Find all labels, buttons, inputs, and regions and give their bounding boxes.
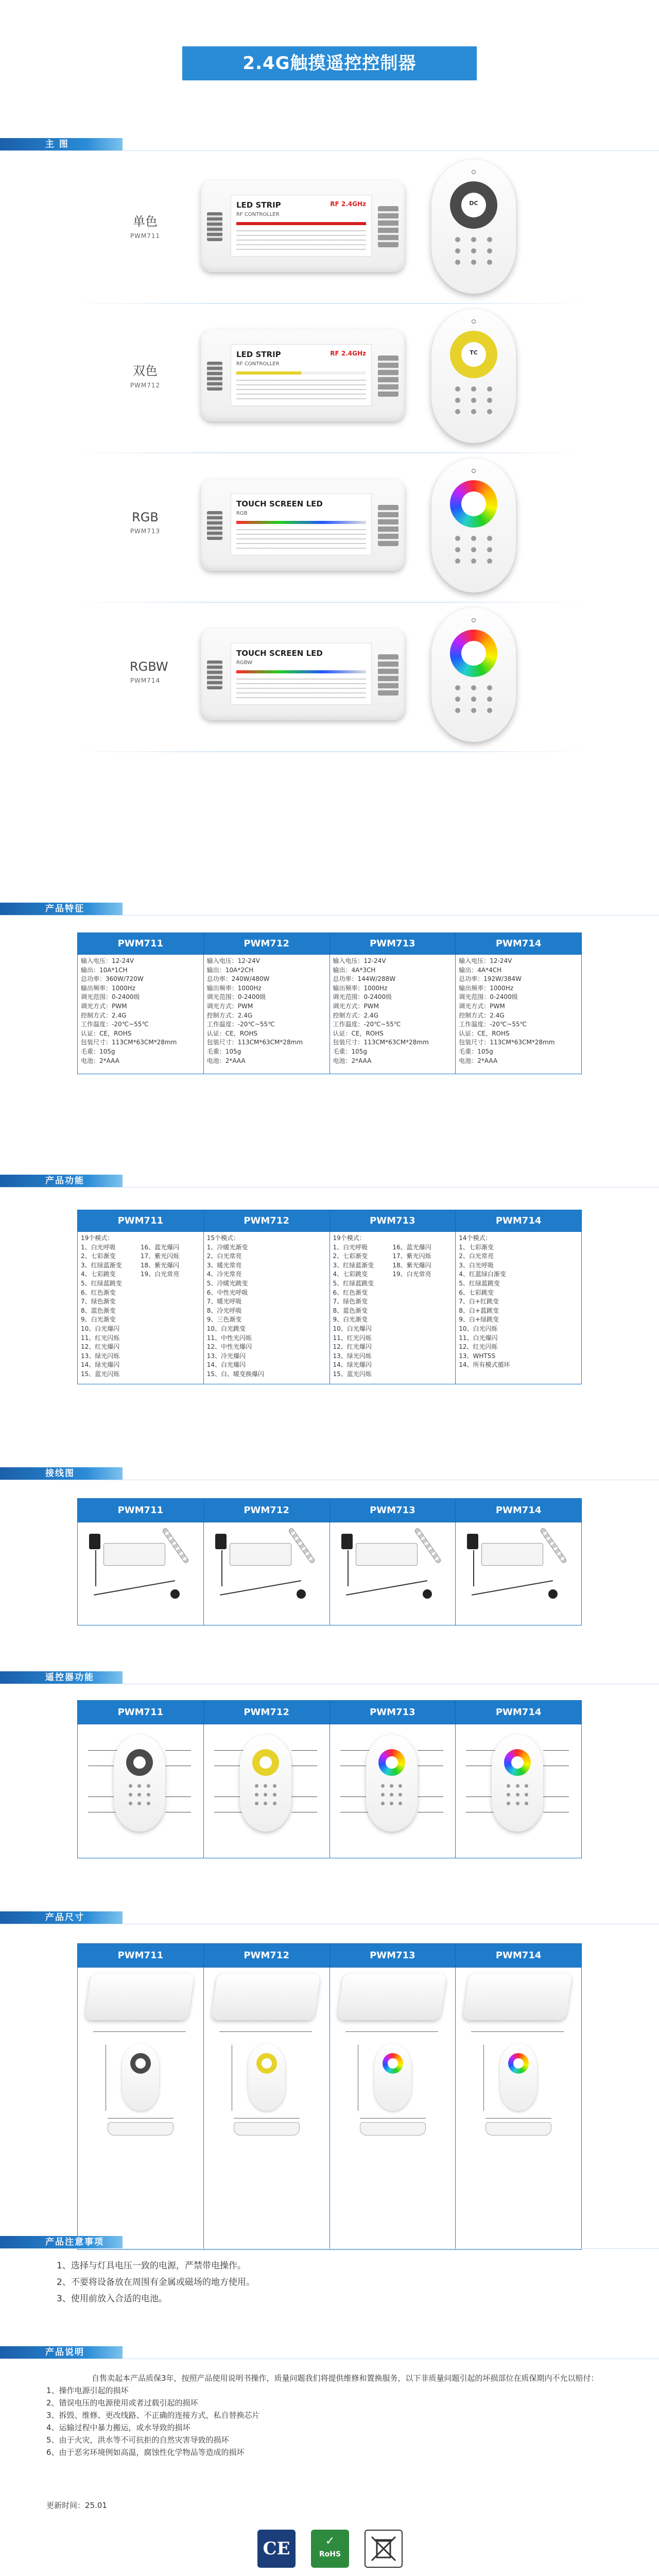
wire — [94, 1580, 175, 1596]
remote-button — [516, 1793, 519, 1797]
remote-button — [507, 1793, 510, 1797]
controller-brand: TOUCH SCREEN LED — [236, 499, 323, 509]
remote-button — [381, 1793, 385, 1797]
remote-button — [273, 1784, 276, 1788]
section-rule — [0, 150, 659, 151]
remote-outline — [374, 2044, 411, 2111]
remote-button — [487, 697, 492, 702]
remote-button — [516, 1784, 519, 1788]
remote-button — [455, 260, 460, 265]
product-row — [0, 155, 659, 304]
controller-label — [231, 494, 372, 555]
remote-outline — [500, 2044, 537, 2111]
wire-terminal — [207, 212, 222, 241]
controller-3d — [85, 1974, 195, 2020]
product-model: PWM712 — [130, 382, 161, 389]
led-strip — [540, 1527, 567, 1564]
controller-rf: RF 2.4GHz — [330, 350, 366, 357]
functions-mode-count: 14个模式： — [459, 1234, 492, 1242]
controller-rf: RF 2.4GHz — [330, 200, 366, 208]
touch-ring — [126, 1749, 153, 1776]
functions-header: PWM714 — [456, 1210, 582, 1232]
controller-3d — [211, 1974, 320, 2020]
note-item: 3、使用前放入合适的电池。 — [57, 2294, 167, 2304]
remote-side-view — [360, 2122, 426, 2136]
product-label — [130, 659, 168, 684]
controller-subtitle: RGB — [236, 511, 248, 516]
dimension-line — [360, 2118, 426, 2119]
description-item: 5、由于火灾，洪水等不可抗拒的自然灾害导致的损坏 — [46, 2435, 229, 2445]
functions-cell — [456, 1232, 582, 1384]
controller-image — [201, 629, 405, 720]
spec-lines — [236, 230, 366, 251]
remote-button — [264, 1784, 267, 1788]
functions-list — [518, 1243, 578, 1370]
functions-mode-count: 19个模式： — [333, 1234, 366, 1242]
remote-button — [487, 685, 492, 690]
remote-button — [137, 1793, 141, 1797]
remote-button — [471, 685, 476, 690]
wire-terminal — [207, 362, 222, 391]
functions-mode-count: 19个模式： — [81, 1234, 114, 1242]
color-bar — [236, 521, 366, 524]
remote-image — [431, 459, 516, 592]
remote-button — [390, 1802, 393, 1805]
description-item: 2、错误电压的电源使用或者过载引起的损坏 — [46, 2398, 198, 2408]
features-header: PWM711 — [78, 933, 204, 955]
remote-image — [431, 160, 516, 294]
remote-button — [525, 1784, 528, 1788]
weee-logo — [365, 2530, 403, 2568]
wiring-header: PWM712 — [203, 1499, 330, 1522]
color-bar — [236, 371, 366, 375]
led-strip — [162, 1527, 189, 1564]
wiring-table — [77, 1498, 582, 1625]
remote-button — [455, 697, 460, 702]
product-label — [130, 361, 161, 389]
section-rule — [0, 1187, 659, 1188]
section-rule — [0, 2248, 659, 2249]
remote-header: PWM712 — [203, 1701, 330, 1724]
wire — [221, 1550, 222, 1586]
wire-terminal — [378, 505, 398, 546]
section-header-functions: 产品功能 — [0, 1175, 123, 1187]
update-time: 更新时间：25.01 — [46, 2501, 107, 2510]
remote-button — [398, 1802, 402, 1805]
remote-code: TC — [470, 349, 478, 356]
remote-buttons — [450, 685, 497, 713]
dimension-line — [483, 2045, 484, 2111]
remote-button — [264, 1793, 267, 1797]
controller-subtitle: RF CONTROLLER — [236, 361, 280, 367]
wire — [220, 1580, 301, 1596]
callout-line — [214, 1750, 245, 1751]
remote-button — [471, 386, 476, 392]
remote-cell — [456, 1724, 582, 1858]
wiring-cell — [78, 1522, 204, 1625]
wire — [95, 1550, 96, 1586]
wiring-header: PWM711 — [78, 1499, 204, 1522]
functions-header: PWM712 — [203, 1210, 330, 1232]
remote-button — [455, 409, 460, 414]
controller-brand: LED STRIP — [236, 200, 281, 210]
functions-list: 16、蓝光爆闪 17、紫光闪烁 18、紫光爆闪 19、白光常亮 — [392, 1243, 431, 1278]
remote-button — [471, 260, 476, 265]
size-cell — [456, 1968, 582, 2250]
section-header-remote: 遥控器功能 — [0, 1671, 123, 1684]
spec-lines — [236, 529, 366, 550]
remote-table — [77, 1700, 582, 1858]
size-table — [77, 1943, 582, 2250]
features-header: PWM712 — [203, 933, 330, 955]
size-header: PWM712 — [203, 1944, 330, 1968]
size-header: PWM711 — [78, 1944, 204, 1968]
wire-terminal — [207, 660, 222, 689]
features-cell: 输入电压：12-24V 输出：4A*4CH 总功率：192W/384W 输出频率：1000Hz 调光范围：0-2400级 调光方式：PWM 控制方式：2.4G 工作温度：-20℃~55℃ 认证：CE，ROHS 包装尺寸：113CM*63CM*28mm 毛重：105g 电池：2*AAA — [456, 955, 582, 1074]
remote-header: PWM714 — [456, 1701, 582, 1724]
dimension-line — [345, 2031, 438, 2032]
remote-image — [431, 608, 516, 742]
led-strip — [413, 1527, 441, 1564]
remote-button — [471, 697, 476, 702]
remote-cell — [203, 1724, 330, 1858]
remote-diagram — [366, 1735, 418, 1832]
remote-side-view — [234, 2122, 300, 2136]
remote-button — [487, 409, 492, 414]
power-icon — [472, 319, 476, 324]
remote-button — [381, 1784, 385, 1788]
remote-button — [381, 1802, 385, 1805]
functions-list: 1、白光呼吸 2、七彩渐变 3、红绿蓝渐变 4、七彩跳变 5、红绿蓝跳变 6、红色渐变 7、绿色渐变 8、蓝色渐变 9、白光渐变 10、白光爆闪 11、红光闪烁 12、红光爆闪 13、绿光闪烁 14、绿光爆闪 15、蓝光闪烁 — [81, 1243, 122, 1378]
wire — [346, 1580, 427, 1596]
product-label — [130, 211, 161, 240]
description-intro: 自售卖起本产品质保3年，按照产品使用说明书操作，质量问题我们将提供维修和置换服务，以下非质量问题引起的坏损部位在质保期内不允以赔付： — [92, 2374, 599, 2383]
controller-3d — [463, 1974, 573, 2020]
size-header: PWM713 — [330, 1944, 456, 1968]
features-header: PWM713 — [330, 933, 456, 955]
remote-button — [273, 1802, 276, 1805]
functions-list: 1、冷暖光渐变 2、白光常亮 3、暖光常亮 4、冷光常亮 5、冷暖光跳变 6、中性光呼吸 7、暖光呼吸 8、冷光呼吸 9、三色渐变 10、白光跳变 11、中性光闪烁 12、中性光爆闪 13、冷光爆闪 14、白光爆闪 15、白、暖变换爆闪 — [206, 1243, 265, 1378]
remote-side-view — [108, 2122, 174, 2136]
functions-list: 1、白光呼吸 2、七彩渐变 3、红绿蓝渐变 4、七彩跳变 5、红绿蓝跳变 6、红色渐变 7、绿色渐变 8、蓝色渐变 9、白光渐变 10、白光爆闪 11、红光闪烁 12、红光爆闪 13、绿光闪烁 14、绿光爆闪 15、蓝光闪烁 — [333, 1243, 374, 1378]
ring-center — [461, 492, 486, 516]
remote-button — [147, 1784, 150, 1788]
features-header: PWM714 — [456, 933, 582, 955]
remote-button — [471, 409, 476, 414]
remote-button — [137, 1802, 141, 1805]
section-header-features: 产品特征 — [0, 903, 123, 915]
functions-list: 16、蓝光爆闪 17、紫光闪烁 18、紫光爆闪 19、白光常亮 — [140, 1243, 180, 1278]
notes-list — [57, 2258, 602, 2307]
remote-button — [390, 1793, 393, 1797]
description-item: 1、操作电源引起的损坏 — [46, 2386, 129, 2395]
remote-buttons — [450, 386, 497, 414]
touch-ring — [450, 331, 497, 378]
remote-button — [471, 237, 476, 242]
remote-button — [455, 547, 460, 552]
remote-button — [264, 1802, 267, 1805]
remote-button — [487, 536, 492, 541]
remote-button — [487, 237, 492, 242]
product-model: PWM713 — [130, 528, 161, 535]
remote-button — [487, 398, 492, 403]
remote-button — [398, 1793, 402, 1797]
features-cell: 输入电压：12-24V 输出：4A*3CH 总功率：144W/288W 输出频率：1000Hz 调光范围：0-2400级 调光方式：PWM 控制方式：2.4G 工作温度：-20℃~55℃ 认证：CE，ROHS 包装尺寸：113CM*63CM*28mm 毛重：105g 电池：2*AAA — [330, 955, 456, 1074]
remote-button — [129, 1793, 132, 1797]
size-cell — [78, 1968, 204, 2250]
wire-terminal — [378, 206, 398, 247]
controller-label — [231, 344, 372, 406]
remote-button — [507, 1802, 510, 1805]
description-item: 4、运输过程中暴力搬运，或水导致的损坏 — [46, 2423, 190, 2432]
plug-icon — [297, 1589, 306, 1599]
touch-ring — [450, 181, 497, 229]
functions-cell — [78, 1232, 204, 1384]
remote-button — [147, 1802, 150, 1805]
page-title: 2.4G触摸遥控控制器 — [182, 46, 477, 80]
note-item: 1、选择与灯具电压一致的电源，严禁带电操作。 — [57, 2261, 246, 2271]
plug-icon — [423, 1589, 432, 1599]
remote-code: DC — [469, 200, 478, 207]
product-name: RGB — [132, 510, 159, 524]
remote-button — [487, 248, 492, 253]
remote-button — [455, 398, 460, 403]
remote-button — [487, 260, 492, 265]
functions-header: PWM711 — [78, 1210, 204, 1232]
remote-button — [255, 1793, 258, 1797]
remote-button — [273, 1793, 276, 1797]
dimension-line — [219, 2031, 312, 2032]
power-icon — [472, 170, 476, 174]
size-header: PWM714 — [456, 1944, 582, 1968]
callout-line — [291, 1750, 317, 1751]
controller-label — [231, 195, 372, 257]
section-rule — [0, 915, 659, 916]
remote-diagram — [114, 1735, 165, 1832]
dimension-line — [471, 2031, 564, 2032]
remote-side-view — [485, 2122, 551, 2136]
remote-image — [431, 309, 516, 443]
remote-cell — [330, 1724, 456, 1858]
power-icon — [472, 618, 476, 622]
remote-button — [525, 1802, 528, 1805]
remote-button — [455, 237, 460, 242]
features-table — [77, 933, 582, 1074]
functions-cell — [203, 1232, 330, 1384]
power-plug — [215, 1534, 227, 1549]
wire — [473, 1550, 474, 1586]
callout-line — [165, 1750, 191, 1751]
callout-line — [340, 1750, 371, 1751]
callout-line — [466, 1750, 497, 1751]
power-plug — [89, 1534, 100, 1549]
remote-button — [487, 558, 492, 564]
product-name: RGBW — [130, 659, 168, 674]
remote-button — [471, 708, 476, 713]
dimension-line — [93, 2031, 186, 2032]
wiring-cell — [330, 1522, 456, 1625]
touch-ring — [450, 480, 497, 528]
remote-button — [471, 248, 476, 253]
remote-button — [455, 248, 460, 253]
touch-ring — [378, 1749, 405, 1776]
remote-button — [487, 386, 492, 392]
features-cell: 输入电压：12-24V 输出：10A*1CH 总功率：360W/720W 输出频率：1000Hz 调光范围：0-2400级 调光方式：PWM 控制方式：2.4G 工作温度：-20℃~55℃ 认证：CE，ROHS 包装尺寸：113CM*63CM*28mm 毛重：105g 电池：2*AAA — [78, 955, 204, 1074]
functions-header: PWM713 — [330, 1210, 456, 1232]
controller-subtitle: RGBW — [236, 660, 253, 666]
remote-diagram — [240, 1735, 291, 1832]
remote-header: PWM711 — [78, 1701, 204, 1724]
size-cell — [203, 1968, 330, 2250]
wire — [348, 1550, 349, 1586]
section-header-size: 产品尺寸 — [0, 1911, 123, 1924]
remote-button — [455, 386, 460, 392]
plug-icon — [170, 1589, 180, 1599]
functions-list — [267, 1243, 326, 1379]
functions-list: 1、七彩渐变 2、白光常亮 3、白光呼吸 4、红蓝绿白渐变 5、红绿蓝跳变 6、七彩跳变 7、白+红跳变 8、白+蓝跳变 9、白+绿跳变 10、白光闪烁 11、白光爆闪 12、红光闪烁 13、WHT5S 14、所有模式循环 — [459, 1243, 510, 1369]
rohs-logo: ✓ RoHS — [311, 2530, 349, 2568]
remote-cell — [78, 1724, 204, 1858]
callout-line — [418, 1750, 443, 1751]
touch-ring — [504, 1749, 531, 1776]
controller-subtitle: RF CONTROLLER — [236, 212, 280, 217]
wiring-header: PWM713 — [330, 1499, 456, 1522]
controller-label — [231, 643, 372, 705]
remote-button — [471, 398, 476, 403]
remote-buttons — [450, 237, 497, 265]
remote-button — [455, 708, 460, 713]
section-header-main: 主 图 — [0, 138, 123, 150]
wire — [472, 1580, 553, 1596]
remote-header: PWM713 — [330, 1701, 456, 1724]
section-header-desc: 产品说明 — [0, 2346, 123, 2359]
dimension-line — [485, 2118, 551, 2119]
dimension-line — [234, 2118, 300, 2119]
ring-center — [461, 641, 486, 666]
controller-brand: TOUCH SCREEN LED — [236, 649, 323, 658]
remote-outline — [122, 2044, 159, 2111]
product-model: PWM714 — [130, 677, 161, 684]
functions-mode-count: 15个模式： — [206, 1234, 240, 1242]
remote-button — [455, 558, 460, 564]
controller-brand: LED STRIP — [236, 350, 281, 359]
product-name: 双色 — [133, 364, 158, 378]
plug-icon — [548, 1589, 558, 1599]
wire-terminal — [378, 654, 398, 696]
remote-outline — [248, 2044, 285, 2111]
functions-table — [77, 1210, 582, 1384]
product-model: PWM711 — [130, 232, 161, 240]
note-item: 2、不要将设备放在周围有金属或磁场的地方使用。 — [57, 2277, 255, 2287]
color-bar — [236, 670, 366, 673]
led-strip — [288, 1527, 316, 1564]
dimension-line — [108, 2118, 174, 2119]
description-item: 3、拆毁、维修、更改线路、不正确的连接方式，私自替换芯片 — [46, 2411, 260, 2420]
remote-button — [516, 1802, 519, 1805]
controller-image — [201, 180, 405, 272]
section-header-notes: 产品注意事项 — [0, 2236, 123, 2248]
ce-logo: CE — [257, 2530, 296, 2568]
remote-button — [471, 558, 476, 564]
product-name: 单色 — [133, 214, 158, 229]
size-cell — [330, 1968, 456, 2250]
touch-ring — [450, 630, 497, 677]
callout-line — [543, 1750, 569, 1751]
remote-button — [398, 1784, 402, 1788]
remote-button — [487, 708, 492, 713]
wheelie-bin-icon — [366, 2531, 402, 2567]
power-icon — [472, 469, 476, 473]
controller-box — [356, 1543, 418, 1566]
features-cell: 输入电压：12-24V 输出：10A*2CH 总功率：240W/480W 输出频率：1000Hz 调光范围：0-2400级 调光方式：PWM 控制方式：2.4G 工作温度：-20℃~55℃ 认证：CE，ROHS 包装尺寸：113CM*63CM*28mm 毛重：105g 电池：2*AAA — [203, 955, 330, 1074]
remote-button — [147, 1793, 150, 1797]
product-label — [130, 510, 161, 535]
section-header-wiring: 接线图 — [0, 1467, 123, 1480]
power-plug — [467, 1534, 478, 1549]
controller-box — [230, 1543, 291, 1566]
spec-lines — [236, 380, 366, 400]
controller-image — [201, 330, 405, 421]
controller-image — [201, 479, 405, 571]
row-separator — [72, 751, 587, 752]
remote-button — [471, 547, 476, 552]
wiring-header: PWM714 — [456, 1499, 582, 1522]
remote-buttons — [450, 536, 497, 564]
controller-box — [481, 1543, 543, 1566]
controller-3d — [337, 1974, 446, 2020]
wiring-cell — [456, 1522, 582, 1625]
remote-button — [129, 1802, 132, 1805]
touch-ring — [252, 1749, 279, 1776]
power-plug — [341, 1534, 353, 1549]
product-row — [0, 304, 659, 453]
callout-line — [88, 1750, 119, 1751]
wiring-cell — [203, 1522, 330, 1625]
description-block — [46, 2372, 618, 2459]
product-row — [0, 603, 659, 752]
remote-button — [137, 1784, 141, 1788]
remote-diagram — [492, 1735, 543, 1832]
wire-terminal — [207, 511, 222, 540]
color-bar — [236, 222, 366, 225]
remote-button — [129, 1784, 132, 1788]
spec-lines — [236, 679, 366, 699]
product-row — [0, 453, 659, 603]
remote-button — [255, 1802, 258, 1805]
remote-button — [455, 685, 460, 690]
wire-terminal — [378, 355, 398, 397]
remote-button — [507, 1784, 510, 1788]
remote-button — [471, 536, 476, 541]
remote-button — [390, 1784, 393, 1788]
description-item: 6、由于恶劣环境例如高温，腐蚀性化学物品等造成的损坏 — [46, 2448, 245, 2457]
remote-button — [455, 536, 460, 541]
remote-button — [255, 1784, 258, 1788]
controller-box — [103, 1543, 165, 1566]
remote-button — [525, 1793, 528, 1797]
functions-cell — [330, 1232, 456, 1384]
remote-button — [487, 547, 492, 552]
